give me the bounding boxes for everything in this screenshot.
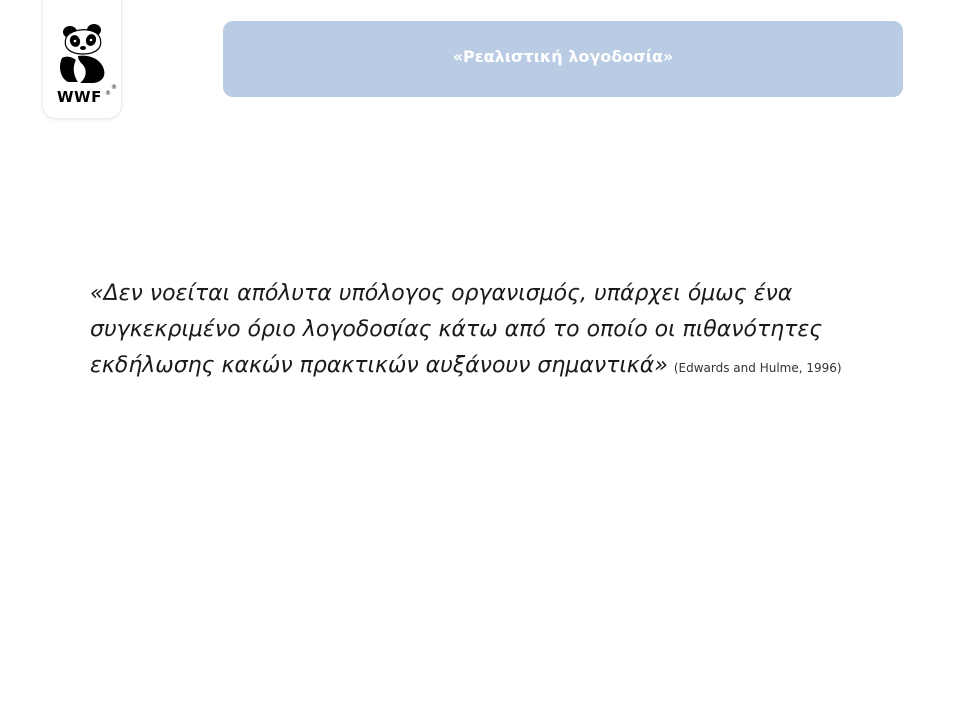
quote-block [90, 276, 880, 386]
title-bar [223, 21, 903, 97]
registered-mark-text: ® [105, 90, 111, 97]
registered-mark: ® [111, 84, 117, 91]
slide-title: «Ρεαλιστική λογοδοσία» [452, 46, 674, 66]
panda-logo-icon [56, 24, 110, 84]
wwf-logo [42, 0, 122, 119]
quote-text: «Δεν νοείται απόλυτα υπόλογος οργανισμός, υπάρχει όμως ένα συγκεκριμένο όριο λογοδοσίας κάτω από το οποίο οι πιθανότητες εκδήλωσης κακών πρακτικών αυξάνουν σημαντικά» [90, 281, 823, 378]
quote-citation: (Edwards and Hulme, 1996) [673, 361, 842, 375]
wwf-logo-text: WWF [57, 88, 102, 106]
